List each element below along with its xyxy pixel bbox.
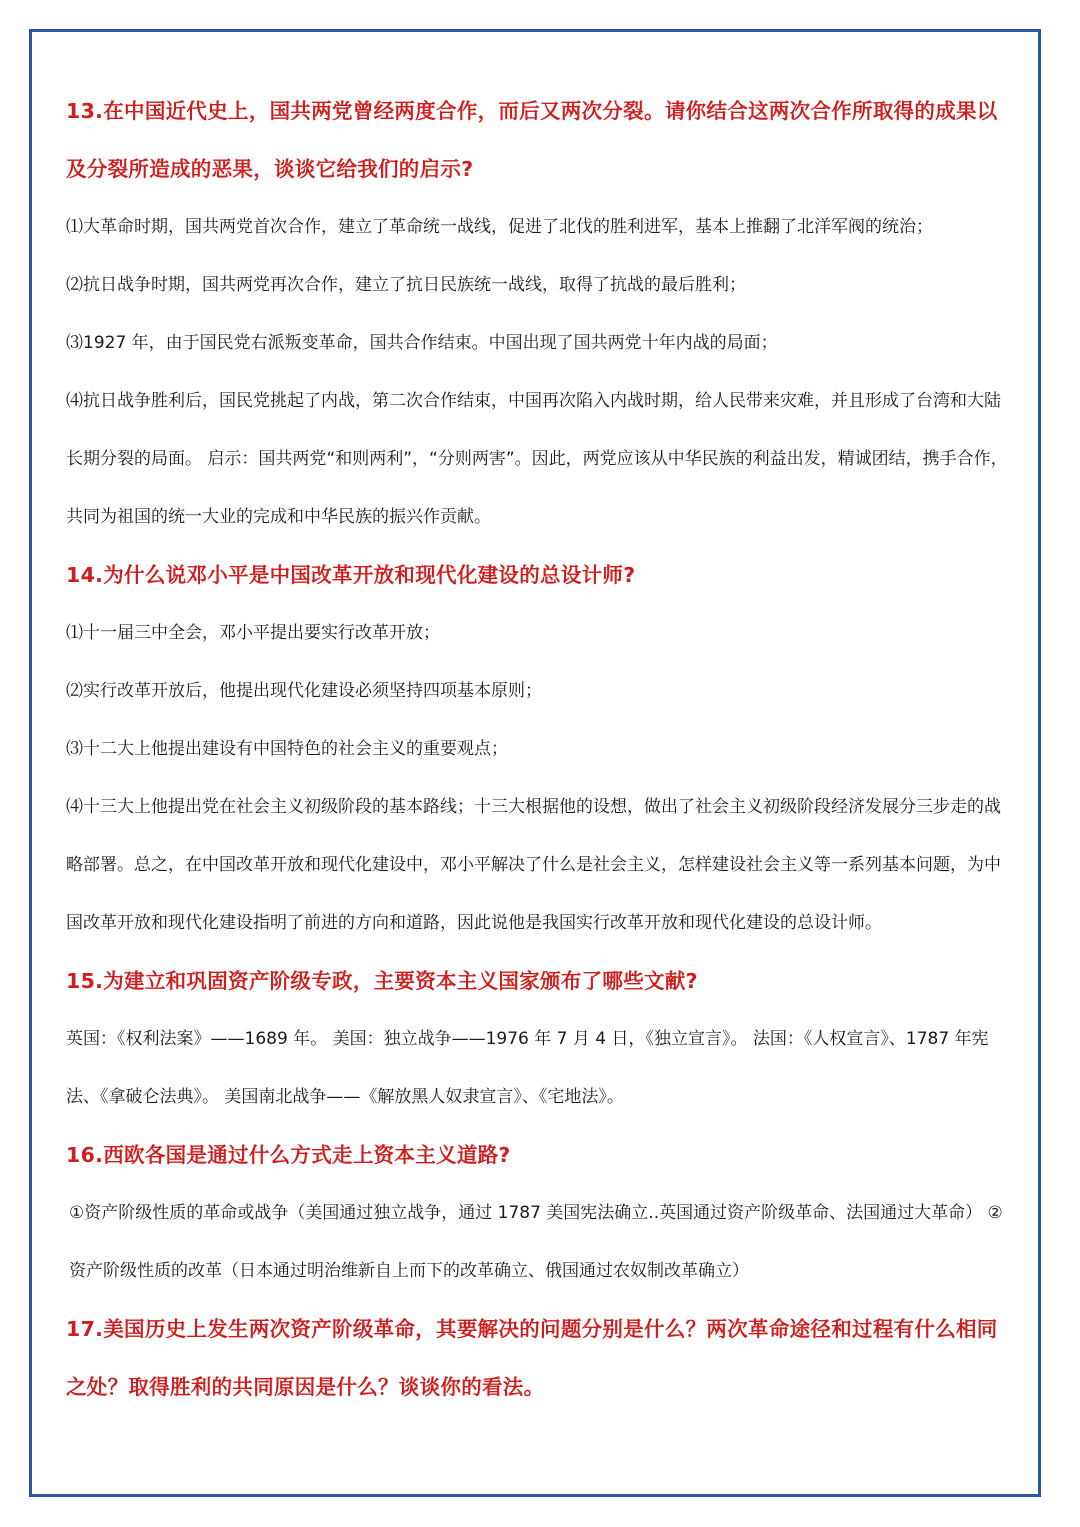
answer-14-1: ⑴十一届三中全会，邓小平提出要实行改革开放； xyxy=(66,623,440,643)
answer-13-2: ⑵抗日战争时期，国共两党再次合作，建立了抗日民族统一战线，取得了抗战的最后胜利； xyxy=(66,275,746,295)
page-frame xyxy=(29,29,1041,1497)
answer-14-2: ⑵实行改革开放后，他提出现代化建设必须坚持四项基本原则； xyxy=(66,681,542,701)
question-17: 17.美国历史上发生两次资产阶级革命，其要解决的问题分别是什么？两次革命途径和过程有什么相同之处？取得胜利的共同原因是什么？谈谈你的看法。 xyxy=(66,1317,998,1399)
question-16: 16.西欧各国是通过什么方式走上资本主义道路? xyxy=(66,1143,511,1167)
answer-13-3: ⑶1927 年，由于国民党右派叛变革命，国共合作结束。中国出现了国共两党十年内战的局面； xyxy=(66,333,778,353)
question-15: 15.为建立和巩固资产阶级专政，主要资本主义国家颁布了哪些文献? xyxy=(66,969,698,993)
answer-13-4: ⑷抗日战争胜利后，国民党挑起了内战，第二次合作结束，中国再次陷入内战时期，给人民带来灾难，并且形成了台湾和大陆长期分裂的局面。 启示：国共两党“和则两利”，“分则两害”。因此，两党应该从中华民族的利益出发，精诚团结，携手合作，共同为祖国的统一大业的完成和中华民族的振兴作贡献。 xyxy=(66,391,1008,527)
answer-14-4: ⑷十三大上他提出党在社会主义初级阶段的基本路线；十三大根据他的设想，做出了社会主义初级阶段经济发展分三步走的战略部署。总之，在中国改革开放和现代化建设中，邓小平解决了什么是社会主义，怎样建设社会主义等一系列基本问题，为中国改革开放和现代化建设指明了前进的方向和道路，因此说他是我国实行改革开放和现代化建设的总设计师。 xyxy=(66,797,1001,933)
answer-13-1: ⑴大革命时期，国共两党首次合作，建立了革命统一战线，促进了北伐的胜利进军，基本上推翻了北洋军阀的统治； xyxy=(66,217,933,237)
question-13: 13.在中国近代史上，国共两党曾经两度合作，而后又两次分裂。请你结合这两次合作所取得的成果以及分裂所造成的恶果，谈谈它给我们的启示? xyxy=(66,99,998,181)
answer-14-3: ⑶十二大上他提出建设有中国特色的社会主义的重要观点； xyxy=(66,739,508,759)
question-14: 14.为什么说邓小平是中国改革开放和现代化建设的总设计师? xyxy=(66,563,636,587)
answer-16-1: ①资产阶级性质的革命或战争（美国通过独立战争，通过 1787 美国宪法确立..英国通过资产阶级革命、法国通过大革命） ②资产阶级性质的改革（日本通过明治维新自上而下的改革确立、俄国通过农奴制改革确立） xyxy=(69,1203,1003,1281)
answer-15-1: 英国：《权利法案》——1689 年。 美国：独立战争——1976 年 7 月 4 日，《独立宣言》。 法国：《人权宣言》、1787 年宪法、《拿破仑法典》。 美国南北战争——《解放黑人奴隶宣言》、《宅地法》。 xyxy=(66,1029,989,1107)
